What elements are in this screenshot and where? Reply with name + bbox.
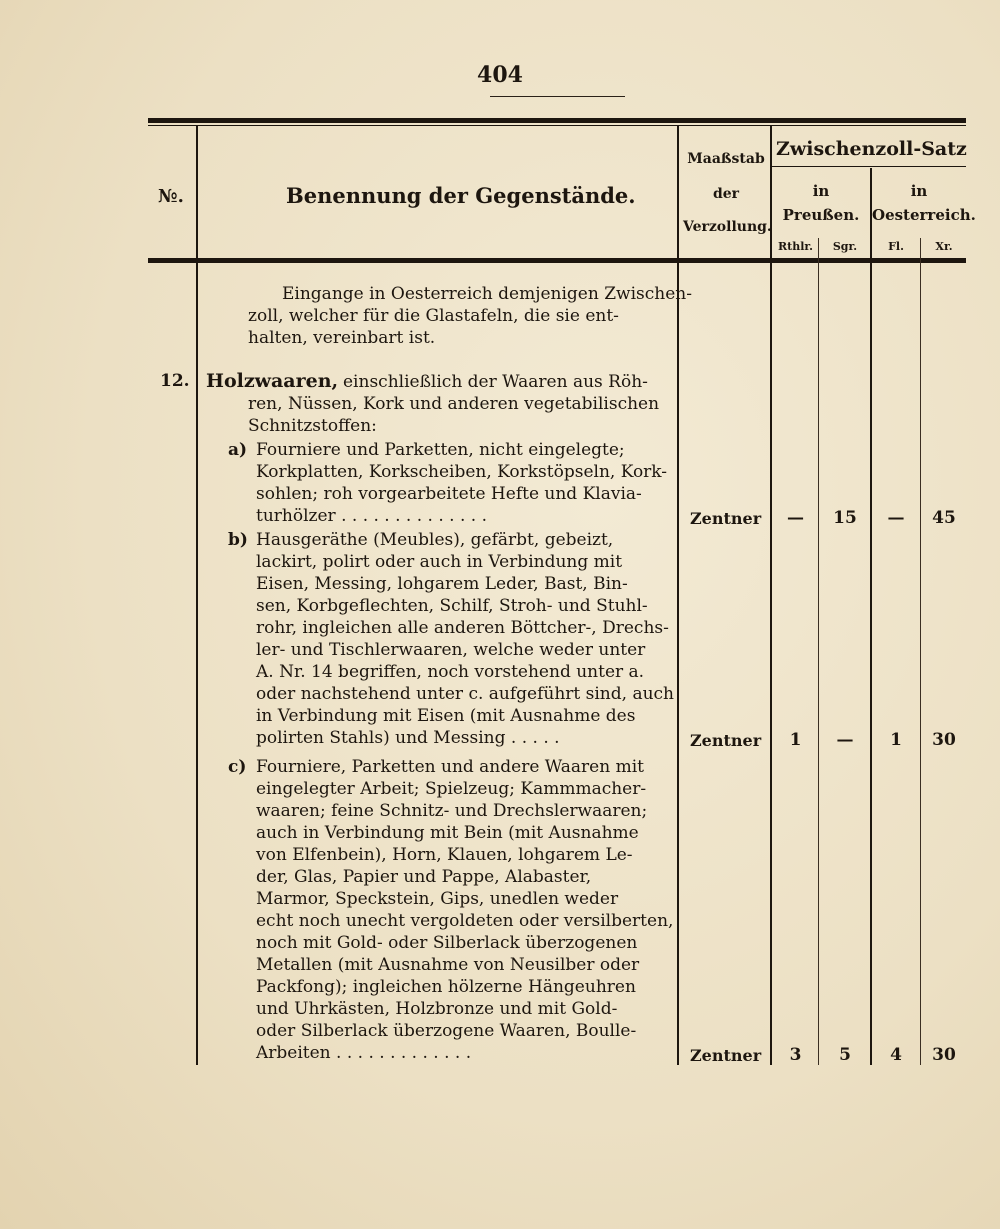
header-prussia-in: in [812, 182, 830, 200]
sub-c-line: auch in Verbindung mit Bein (mit Ausnahme [256, 823, 639, 843]
item-title: Holzwaaren, [206, 370, 339, 392]
header-col-kr: Xr. [935, 240, 953, 253]
sub-b-line: Hausgeräthe (Meubles), gefärbt, gebeizt, [256, 530, 614, 550]
header-austria-in: in [910, 182, 928, 200]
column-divider-no [196, 125, 198, 1065]
header-unit-line2: der [712, 186, 740, 202]
page-number-rule [490, 96, 625, 97]
header-col-rthlr: Rthlr. [777, 240, 813, 253]
sub-a-line: Korkplatten, Korkscheiben, Korkstöpseln, Kork- [256, 462, 668, 482]
intro-line: Eingange in Oesterreich demjenigen Zwischen- [282, 284, 692, 304]
sub-b-line: A. Nr. 14 begriffen, noch vorstehend unter a. [256, 662, 645, 682]
sub-c-line: Arbeiten . . . . . . . . . . . . . [256, 1043, 472, 1063]
sub-b-line: ler- und Tischlerwaaren, welche weder unter [256, 640, 646, 660]
sub-b-line: in Verbindung mit Eisen (mit Ausnahme des [256, 706, 636, 726]
sub-c-line: echt noch unecht vergoldeten oder versilberten, [256, 911, 674, 931]
column-divider-fl [920, 238, 921, 1065]
item-line: Schnitzstoffen: [248, 416, 377, 436]
item-line: einschließlich der Waaren aus Röh- [343, 372, 648, 392]
header-col-fl: Fl. [888, 240, 904, 253]
sub-c-line: oder Silberlack überzogene Waaren, Boulle- [256, 1021, 637, 1041]
sub-c-line: Packfong); ingleichen hölzerne Hängeuhren [256, 977, 636, 997]
sub-c-unit: Zentner [690, 1046, 762, 1065]
sub-b-line: lackirt, polirt oder auch in Verbindung mit [256, 552, 623, 572]
sub-c-line: von Elfenbein), Horn, Klauen, lohgarem Le- [256, 845, 633, 865]
sub-c-kr: 30 [932, 1045, 956, 1065]
sub-a-line: Fourniere und Parketten, nicht eingelegte; [256, 440, 625, 460]
sub-c-line: und Uhrkästen, Holzbronze und mit Gold- [256, 999, 618, 1019]
sub-b-line: polirten Stahls) und Messing . . . . . [256, 728, 560, 748]
sub-a-kr: 45 [932, 508, 956, 528]
sub-c-rthlr: 3 [789, 1045, 802, 1065]
sub-c-line: der, Glas, Papier und Pappe, Alabaster, [256, 867, 592, 887]
sub-a-sgr: 15 [833, 508, 857, 528]
sub-b-line: Eisen, Messing, lohgarem Leder, Bast, Bin- [256, 574, 628, 594]
header-bottom-rule [148, 258, 966, 263]
header-austria-name: Oesterreich. [872, 206, 976, 224]
sub-c-sgr: 5 [839, 1045, 851, 1065]
column-divider-item [677, 125, 679, 1065]
sub-b-label: b) [228, 530, 248, 550]
sub-b-unit: Zentner [690, 731, 762, 750]
sub-a-line: turhölzer . . . . . . . . . . . . . . [256, 506, 487, 526]
header-unit-line3: Verzollung. [683, 219, 772, 235]
tariff-subheader-rule [772, 166, 966, 167]
sub-a-line: sohlen; roh vorgearbeitete Hefte und Klavia- [256, 484, 642, 504]
header-tariff-label: Zwischenzoll-Satz [776, 138, 967, 160]
intro-line: halten, vereinbart ist. [248, 328, 436, 348]
page-number: 404 [477, 62, 523, 88]
header-prussia-name: Preußen. [782, 206, 860, 224]
sub-c-line: noch mit Gold- oder Silberlack überzogenen [256, 933, 638, 953]
header-unit-line1: Maaßstab [687, 151, 765, 167]
header-number-label: №. [158, 186, 184, 207]
sub-b-sgr: — [836, 730, 854, 750]
sub-b-line: rohr, ingleichen alle anderen Böttcher-, Drechs- [256, 618, 669, 638]
column-divider-unit [770, 125, 772, 1065]
sub-a-unit: Zentner [690, 509, 762, 528]
sub-a-rthlr: — [787, 508, 804, 528]
intro-line: zoll, welcher für die Glastafeln, die sie ent- [248, 306, 619, 326]
item-number: 12. [160, 371, 190, 391]
sub-b-line: sen, Korbgeflechten, Schilf, Stroh- und Stuhl- [256, 596, 648, 616]
table-top-rule [148, 118, 966, 123]
sub-c-line: waaren; feine Schnitz- und Drechslerwaaren; [256, 801, 648, 821]
sub-c-line: Marmor, Speckstein, Gips, unedlen weder [256, 889, 619, 909]
sub-a-label: a) [228, 440, 248, 460]
header-col-sgr: Sgr. [832, 240, 858, 253]
column-divider-prussia [870, 168, 872, 1065]
sub-c-line: eingelegter Arbeit; Spielzeug; Kammmacher- [256, 779, 647, 799]
sub-c-fl: 4 [890, 1045, 902, 1065]
sub-a-fl: — [887, 508, 905, 528]
sub-b-fl: 1 [890, 730, 902, 750]
header-item-label: Benennung der Gegenstände. [286, 183, 636, 208]
sub-c-label: c) [228, 757, 247, 777]
table-top-rule-inner [148, 125, 966, 126]
sub-b-line: oder nachstehend unter c. aufgeführt sind, auch [256, 684, 674, 704]
item-line: ren, Nüssen, Kork und anderen vegetabilischen [248, 394, 660, 414]
sub-c-line: Metallen (mit Ausnahme von Neusilber oder [256, 955, 640, 975]
sub-c-line: Fourniere, Parketten und andere Waaren mit [256, 757, 644, 777]
column-divider-rthlr [818, 238, 819, 1065]
sub-b-kr: 30 [932, 730, 956, 750]
sub-b-rthlr: 1 [789, 730, 802, 750]
